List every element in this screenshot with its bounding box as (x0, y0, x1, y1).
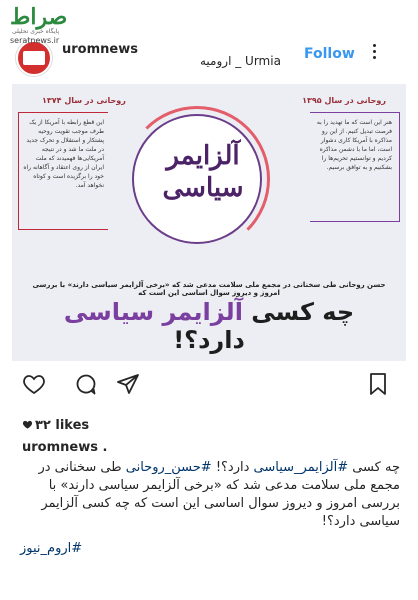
share-icon[interactable] (116, 372, 140, 396)
caption-part2: دارد؟! (211, 460, 254, 475)
title-highlight: آلزایمر سیاسی (63, 298, 243, 326)
comment-icon[interactable] (74, 372, 98, 396)
caption-part1: چه کسی (348, 460, 400, 475)
calligraphy-title: آلزایمر سیاسی (162, 141, 244, 203)
right-quote: هنر این است که ما تهدید را به فرصت تبدیل کنیم. از این رو مذاکره با آمریکا کاری دشوار است، اما ما با دشمن مذاکره کردیم و توانستیم تحریم‌ها را بشکنیم و به توافق برسیم. (316, 119, 392, 171)
caption-hashtag-3[interactable]: #اروم_نیوز (20, 541, 83, 556)
title-part1: چه کسی (242, 298, 355, 326)
heart-icon[interactable] (22, 372, 46, 396)
title-part2: دارد؟! (173, 326, 245, 354)
action-bar (0, 372, 418, 400)
image-big-title (26, 298, 392, 354)
left-quote: این قطع رابطه با آمریکا از یک طرف موجب تقویت روحیه پشتکار و استقلال و تحرک جدید در ملت ما شد و در نتیجه آمریکایی‌ها فهمیدند که ملت ایران از روی اعتقاد و آگاهانه راه خود را برگزیده است و کوتاه نخواهد آمد. (23, 119, 104, 189)
image-small-caption: حسن روحانی طی سخنانی در مجمع ملی سلامت مدعی شد که «برخی آلزایمر سیاسی دارند» با بررسی امروز و دیروز سوال اساسی این است که (32, 281, 386, 297)
caption-hashtag-1[interactable]: #آلزایمر_سیاسی (253, 460, 349, 475)
right-heading: روحانی در سال ۱۳۹۵ (302, 96, 386, 105)
bookmark-icon[interactable] (366, 372, 390, 396)
post-location[interactable]: ارومیه _ Urmia (200, 54, 281, 68)
post-image[interactable] (12, 84, 406, 361)
avatar[interactable] (16, 40, 52, 76)
caption-hashtag-2[interactable]: #حسن_روحانی (125, 460, 212, 475)
likes-count[interactable] (22, 418, 89, 433)
caption-username[interactable]: uromnews . (22, 440, 108, 455)
likes-heart-icon (22, 419, 33, 430)
watermark-url: seratnews.ir (10, 36, 60, 45)
caption-part3: طی سخنانی در مجمع ملی سلامت مدعی شد که «برخی آلزایمر سیاسی دارند» با بررسی امروز و دیروز سوال اساسی این است که چه کسی آلزایمر سیاسی دارد؟! (38, 460, 400, 529)
post-username[interactable]: uromnews (62, 42, 138, 57)
watermark-logo: صراط (10, 4, 68, 30)
follow-button[interactable]: Follow (304, 46, 355, 62)
left-heading: روحانی در سال ۱۳۷۴ (42, 96, 126, 105)
watermark (10, 6, 90, 44)
caption-text (20, 459, 400, 531)
more-options-icon[interactable] (372, 44, 378, 62)
likes-label: ۳۲ likes (35, 418, 90, 433)
watermark-tagline: پایگاه خبری تحلیلی (12, 28, 60, 35)
